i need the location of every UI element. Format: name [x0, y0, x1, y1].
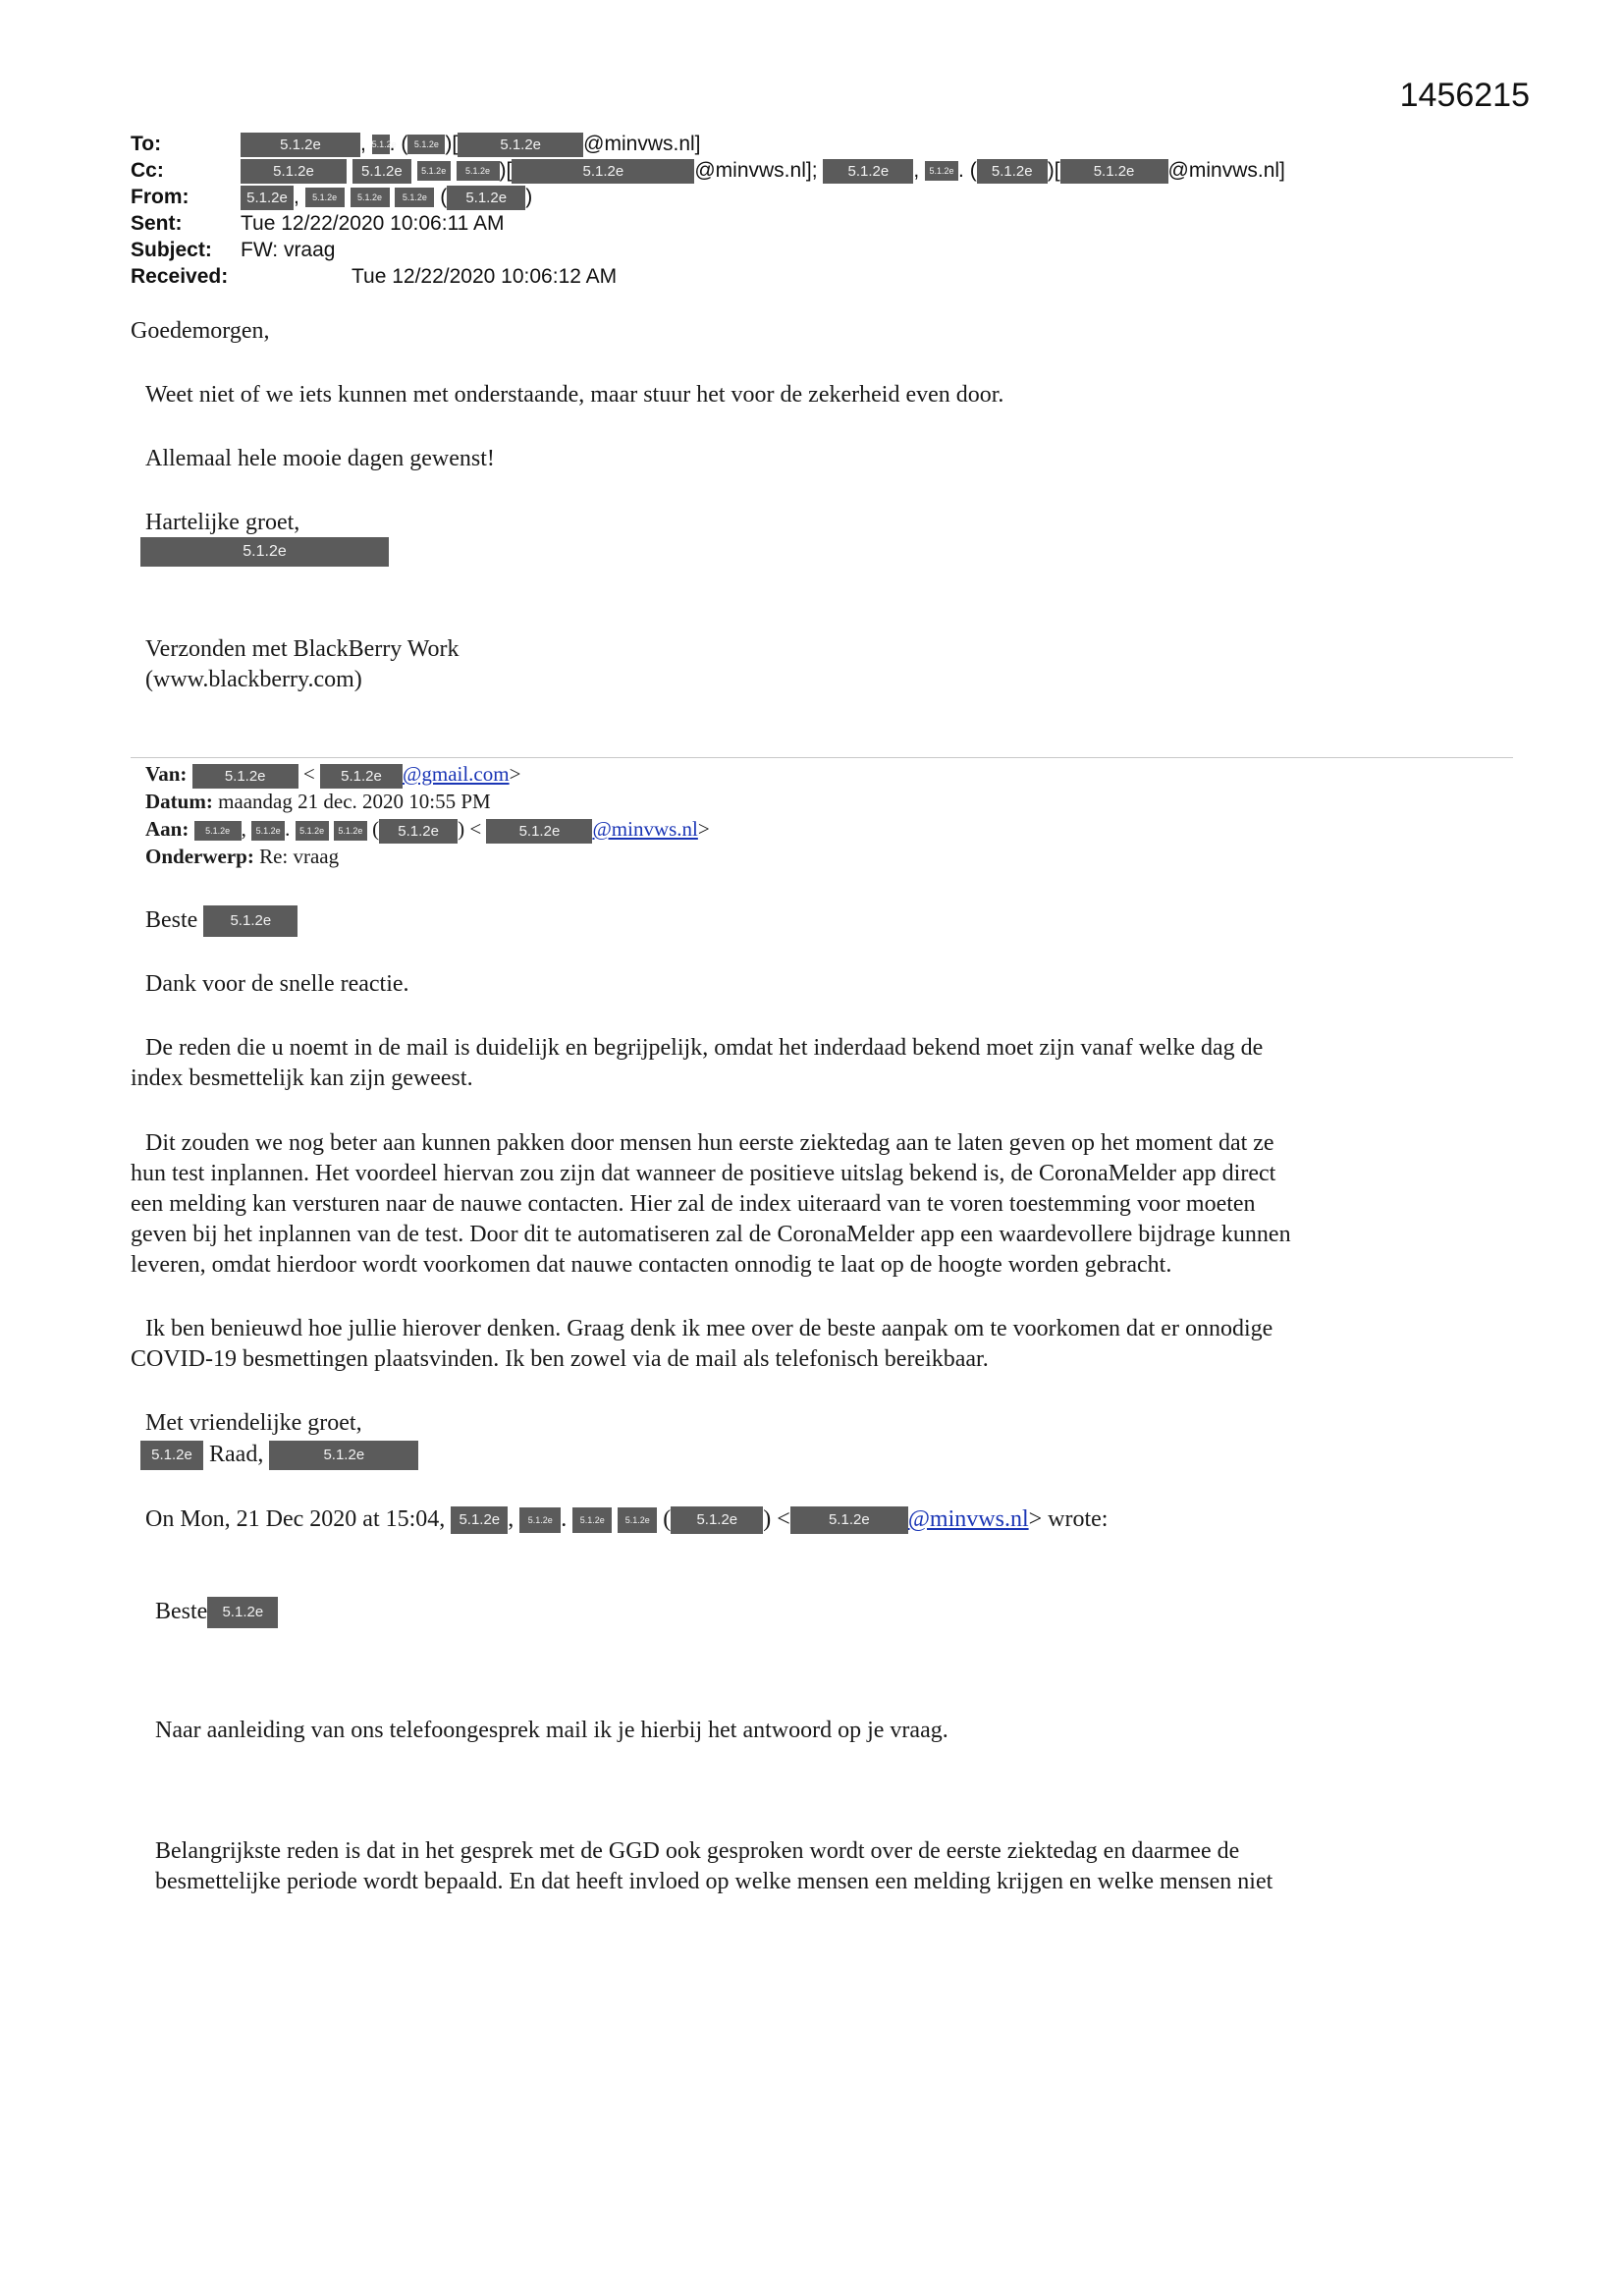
sign-off: Hartelijke groet,: [145, 510, 300, 535]
reply-p2-line: geven bij het inplannen van de test. Door dit te automatiseren zal de CoronaMelder app een waardevollere bijdrage kunnen: [131, 1222, 1291, 1247]
subject-value: FW: vraag: [241, 239, 336, 261]
redacted-quote-email: 5.1.2e: [790, 1506, 908, 1534]
redacted-cc-email: 5.1.2e: [512, 159, 694, 184]
redacted-to-name: 5.1.2e: [241, 133, 360, 157]
redacted-aan-part: 5.1.2e: [334, 821, 367, 841]
redacted-quote-name: 5.1.2e: [671, 1506, 763, 1534]
redacted-from-name: 5.1.2e: [241, 186, 294, 210]
redacted-signature: [140, 536, 389, 567]
aan-row: Aan: 5.1.2e , 5.1.2e . 5.1.2e 5.1.2e ( 5.1.2e ) < 5.1.2e @minvws.nl>: [145, 816, 710, 844]
redacted-sender-name: 5.1.2e: [140, 1441, 203, 1470]
blackberry-line-1: Verzonden met BlackBerry Work: [145, 636, 460, 662]
to-email-suffix: @minvws.nl]: [583, 133, 701, 155]
onderwerp-row: [145, 844, 339, 870]
redacted-aan-part: 5.1.2e: [296, 821, 329, 841]
gmail-link[interactable]: @gmail.com: [403, 762, 510, 786]
wrote-text: > wrote:: [1028, 1506, 1109, 1532]
quote-salutation: [155, 1597, 278, 1628]
redacted-cc-part: 5.1.2e: [457, 161, 500, 181]
cc-email-suffix: @minvws.nl];: [694, 159, 818, 182]
redacted-cc-part: 5.1.2e: [417, 161, 451, 181]
greeting: Goedemorgen,: [131, 318, 270, 344]
redacted-cc-name: 5.1.2e: [241, 159, 347, 184]
redacted-from-email: 5.1.2e: [447, 186, 525, 210]
quote-attribution: On Mon, 21 Dec 2020 at 15:04, 5.1.2e , 5.1.2e . 5.1.2e 5.1.2e ( 5.1.2e ) < 5.1.2e @minvws.nl> wrote:: [145, 1504, 1108, 1535]
redacted-cc-part: 5.1.2e: [352, 159, 411, 184]
received-label: Received:: [131, 265, 229, 288]
van-label: Van:: [145, 762, 188, 786]
cc-value: 5.1.2e 5.1.2e 5.1.2e 5.1.2e )[ 5.1.2e @minvws.nl]; 5.1.2e , 5.1.2e . ( 5.1.2e )[ 5.1.2e @minvws.nl]: [241, 157, 1285, 184]
document-id: 1456215: [1399, 77, 1530, 114]
quote-minvws-link[interactable]: @minvws.nl: [907, 1506, 1029, 1532]
redacted-cc-name: 5.1.2e: [823, 159, 913, 184]
blackberry-line-2: (www.blackberry.com): [145, 667, 362, 692]
received-value: Tue 12/22/2020 10:06:12 AM: [352, 265, 618, 288]
redacted-quote-name: 5.1.2e: [451, 1506, 508, 1534]
redacted-aan-part: 5.1.2e: [194, 821, 242, 841]
body-paragraph-2: Allemaal hele mooie dagen gewenst!: [145, 446, 495, 471]
redacted-quote-part: 5.1.2e: [572, 1507, 612, 1533]
redacted-to-part: 5.1.2e: [407, 135, 445, 154]
reply-closing: Met vriendelijke groet,: [145, 1410, 362, 1436]
redacted-signature-box: 5.1.2e: [140, 537, 389, 567]
to-value: 5.1.2e , 5.1.2e. ( 5.1.2e )[ 5.1.2e @minvws.nl]: [241, 131, 701, 157]
onderwerp-value: Re: vraag: [259, 845, 340, 868]
reply-salutation: [145, 905, 298, 937]
reply-p2-line: leveren, omdat hierdoor wordt voorkomen dat nauwe contacten onnodig te laat op de hoogte worden gebracht.: [131, 1252, 1172, 1278]
redacted-van-email: 5.1.2e: [320, 764, 403, 789]
message-separator: [131, 757, 1513, 758]
reply-p3-line: Ik ben benieuwd hoe jullie hierover denken. Graag denk ik mee over de beste aanpak om te voorkomen dat er onnodige: [145, 1316, 1273, 1341]
redacted-aan-part: 5.1.2e: [251, 821, 285, 841]
datum-value: maandag 21 dec. 2020 10:55 PM: [218, 790, 491, 813]
from-label: From:: [131, 186, 189, 208]
reply-p2-line: hun test inplannen. Het voordeel hiervan zou zijn dat wanneer de positieve uitslag bekend is, de CoronaMelder app direct: [131, 1161, 1276, 1186]
subject-label: Subject:: [131, 239, 212, 261]
quote-line: Belangrijkste reden is dat in het gesprek met de GGD ook gesproken wordt over de eerste ziektedag en daarmee de: [155, 1838, 1240, 1864]
redacted-cc-email: 5.1.2e: [1060, 159, 1168, 184]
quote-line: Naar aanleiding van ons telefoongesprek mail ik je hierbij het antwoord op je vraag.: [155, 1718, 948, 1743]
datum-row: [145, 789, 491, 815]
reply-thanks: Dank voor de snelle reactie.: [145, 971, 409, 997]
cc-email-suffix: @minvws.nl]: [1167, 159, 1285, 182]
onderwerp-label: Onderwerp:: [145, 845, 254, 868]
redacted-aan-name: 5.1.2e: [379, 819, 458, 844]
reply-p2-line: Dit zouden we nog beter aan kunnen pakken door mensen hun eerste ziektedag aan te laten geven op het moment dat ze: [145, 1130, 1274, 1156]
reply-p1-line: De reden die u noemt in de mail is duidelijk en begrijpelijk, omdat het inderdaad bekend moet zijn vanaf welke dag de: [145, 1035, 1264, 1061]
redacted-from-part: 5.1.2e: [351, 188, 390, 207]
body-paragraph-1: Weet niet of we iets kunnen met onderstaande, maar stuur het voor de zekerheid even door.: [145, 382, 1004, 408]
minvws-link[interactable]: @minvws.nl: [592, 817, 698, 841]
beste-word: Beste: [155, 1599, 208, 1624]
quote-line: besmettelijke periode wordt bepaald. En dat heeft invloed op welke mensen een melding krijgen en welke mensen niet: [155, 1869, 1273, 1894]
aan-label: Aan:: [145, 817, 189, 841]
redacted-quote-part: 5.1.2e: [519, 1507, 561, 1533]
reply-p3-line: COVID-19 besmettingen plaatsvinden. Ik ben zowel via de mail als telefonisch bereikbaar.: [131, 1346, 989, 1372]
redacted-quote-recipient: 5.1.2e: [207, 1597, 278, 1628]
redacted-recipient: 5.1.2e: [203, 905, 298, 937]
reply-signature: [140, 1440, 418, 1470]
redacted-sender-surname: 5.1.2e: [269, 1441, 418, 1470]
redacted-to-part: 5.1.2e: [372, 135, 390, 154]
sent-value: Tue 12/22/2020 10:06:11 AM: [241, 212, 505, 235]
sent-label: Sent:: [131, 212, 183, 235]
raad-word: Raad,: [209, 1442, 264, 1467]
reply-p1-line: index besmettelijk kan zijn geweest.: [131, 1066, 473, 1091]
datum-label: Datum:: [145, 790, 213, 813]
to-label: To:: [131, 133, 162, 155]
redacted-van-name: 5.1.2e: [192, 764, 298, 789]
beste-word: Beste: [145, 907, 198, 933]
from-value: 5.1.2e , 5.1.2e 5.1.2e 5.1.2e ( 5.1.2e ): [241, 184, 532, 210]
cc-label: Cc:: [131, 159, 164, 182]
redacted-to-email: 5.1.2e: [458, 133, 583, 157]
van-row: Van: 5.1.2e < 5.1.2e @gmail.com>: [145, 761, 520, 789]
redacted-from-part: 5.1.2e: [305, 188, 345, 207]
reply-p2-line: een melding kan versturen naar de nauwe contacten. Hier zal de index uiteraard van te voren toestemming voor moeten: [131, 1191, 1256, 1217]
redacted-quote-part: 5.1.2e: [618, 1507, 657, 1533]
redacted-cc-part: 5.1.2e: [925, 161, 958, 181]
redacted-cc-part: 5.1.2e: [977, 159, 1048, 184]
redacted-aan-email: 5.1.2e: [486, 819, 592, 844]
on-prefix: On Mon, 21 Dec 2020 at 15:04,: [145, 1506, 446, 1532]
redacted-from-part: 5.1.2e: [395, 188, 434, 207]
